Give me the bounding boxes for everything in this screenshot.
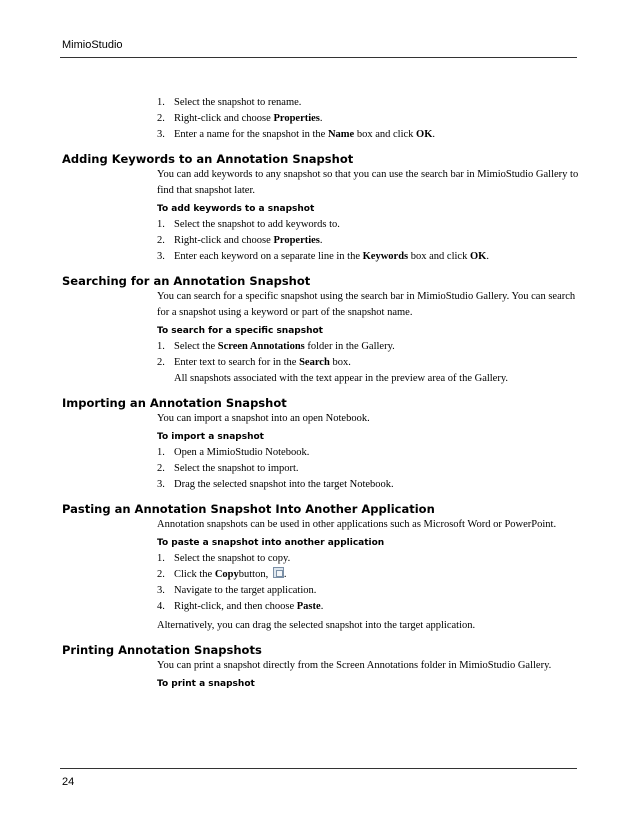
step-text: .: [320, 601, 324, 612]
step-text: .: [319, 113, 323, 124]
section-heading-printing: Printing Annotation Snapshots: [62, 643, 262, 657]
running-header: MimioStudio: [62, 39, 123, 51]
step-number: 1.: [157, 219, 165, 230]
section-heading-importing: Importing an Annotation Snapshot: [62, 396, 287, 410]
step-text: .: [486, 251, 489, 262]
step-text: box and click: [408, 251, 470, 262]
step-number: 1.: [157, 97, 165, 108]
section-heading-searching: Searching for an Annotation Snapshot: [62, 274, 311, 288]
step-number: 3.: [157, 129, 165, 140]
page-number: 24: [62, 776, 75, 788]
step-emphasis: Copy: [214, 569, 239, 580]
search-steps-list: [157, 339, 582, 371]
step-number: 2.: [157, 113, 165, 124]
step-text: Select the snapshot to add keywords to.: [174, 219, 340, 230]
step-text: .: [319, 235, 323, 246]
step-text: box and click: [354, 129, 417, 140]
procedure-title: To paste a snapshot into another application: [157, 538, 385, 548]
section-paragraph: Alternatively, you can drag the selected snapshot into the target application.: [157, 620, 476, 631]
page-content: [62, 95, 582, 692]
list-item: [157, 217, 582, 233]
step-number: 4.: [157, 601, 165, 612]
list-item: [157, 233, 582, 249]
list-item: [157, 477, 582, 493]
section-paragraph: You can import a snapshot into an open Notebook.: [157, 413, 370, 424]
step-text: .: [432, 129, 435, 140]
procedure-title: To search for a specific snapshot: [157, 326, 323, 336]
section-heading-keywords: Adding Keywords to an Annotation Snapshot: [62, 152, 354, 166]
step-text: .: [283, 569, 287, 580]
step-note: All snapshots associated with the text appear in the preview area of the Gallery.: [174, 373, 509, 384]
step-text: button,: [238, 569, 271, 580]
step-text: Open a MimioStudio Notebook.: [174, 447, 310, 458]
step-number: 2.: [157, 463, 165, 474]
list-item: [157, 355, 582, 371]
step-text: Right-click, and then choose: [174, 601, 297, 612]
step-text: Enter text to search for in the: [174, 357, 300, 368]
paste-steps-list: [157, 551, 582, 615]
step-text: Right-click and choose: [174, 113, 274, 124]
list-item: [157, 551, 582, 567]
copy-icon: [273, 567, 284, 578]
step-text: Right-click and choose: [174, 235, 274, 246]
step-emphasis: Paste: [296, 601, 321, 612]
list-item: [157, 127, 582, 143]
section-paragraph: You can print a snapshot directly from the Screen Annotations folder in MimioStudio Gallery.: [157, 660, 552, 671]
list-item: [157, 249, 582, 265]
procedure-title: To add keywords to a snapshot: [157, 204, 315, 214]
procedure-title: To import a snapshot: [157, 432, 264, 442]
step-number: 2.: [157, 357, 165, 368]
step-number: 1.: [157, 447, 165, 458]
step-emphasis: Search: [299, 357, 330, 368]
section-heading-pasting: Pasting an Annotation Snapshot Into Another Application: [62, 502, 435, 516]
step-number: 3.: [157, 479, 165, 490]
section-paragraph: You can search for a specific snapshot using the search bar in MimioStudio Gallery. You can search for a snapshot using a keyword or part of the snapshot name.: [157, 291, 576, 318]
import-steps-list: [157, 445, 582, 493]
step-emphasis: OK: [469, 251, 487, 262]
step-text: Drag the selected snapshot into the target Notebook.: [174, 479, 394, 490]
list-item: [157, 111, 582, 127]
list-item: [157, 583, 582, 599]
step-text: folder in the Gallery.: [304, 341, 395, 352]
step-text: box.: [329, 357, 351, 368]
step-text: Enter a name for the snapshot in the: [174, 129, 328, 140]
step-text: Select the snapshot to import.: [174, 463, 299, 474]
list-item: [157, 599, 582, 615]
list-item: [157, 461, 582, 477]
list-item: [157, 567, 582, 583]
footer-rule: [60, 768, 577, 769]
list-item: [157, 95, 582, 111]
step-emphasis: Keywords: [362, 251, 409, 262]
step-emphasis: Properties: [273, 235, 320, 246]
step-number: 1.: [157, 341, 165, 352]
step-number: 3.: [157, 251, 165, 262]
procedure-title: To print a snapshot: [157, 679, 255, 689]
step-text: Enter each keyword on a separate line in the: [174, 251, 363, 262]
keywords-steps-list: [157, 217, 582, 265]
rename-steps-list: [157, 95, 582, 143]
step-text: Click the: [174, 569, 215, 580]
step-text: Select the snapshot to copy.: [174, 553, 291, 564]
step-number: 2.: [157, 569, 165, 580]
step-text: Select the snapshot to rename.: [174, 97, 302, 108]
step-emphasis: Screen Annotations: [217, 341, 305, 352]
step-number: 3.: [157, 585, 165, 596]
step-number: 1.: [157, 553, 165, 564]
list-item: [157, 339, 582, 355]
step-emphasis: Properties: [273, 113, 320, 124]
step-text: Navigate to the target application.: [174, 585, 317, 596]
list-item: [157, 445, 582, 461]
step-emphasis: Name: [327, 129, 355, 140]
step-number: 2.: [157, 235, 165, 246]
step-text: Select the: [174, 341, 218, 352]
header-rule: [60, 57, 577, 58]
section-paragraph: Annotation snapshots can be used in other applications such as Microsoft Word or PowerPoint.: [157, 519, 557, 530]
step-emphasis: OK: [416, 129, 433, 140]
section-paragraph: You can add keywords to any snapshot so that you can use the search bar in MimioStudio Gallery to find that snapshot later.: [157, 169, 579, 196]
